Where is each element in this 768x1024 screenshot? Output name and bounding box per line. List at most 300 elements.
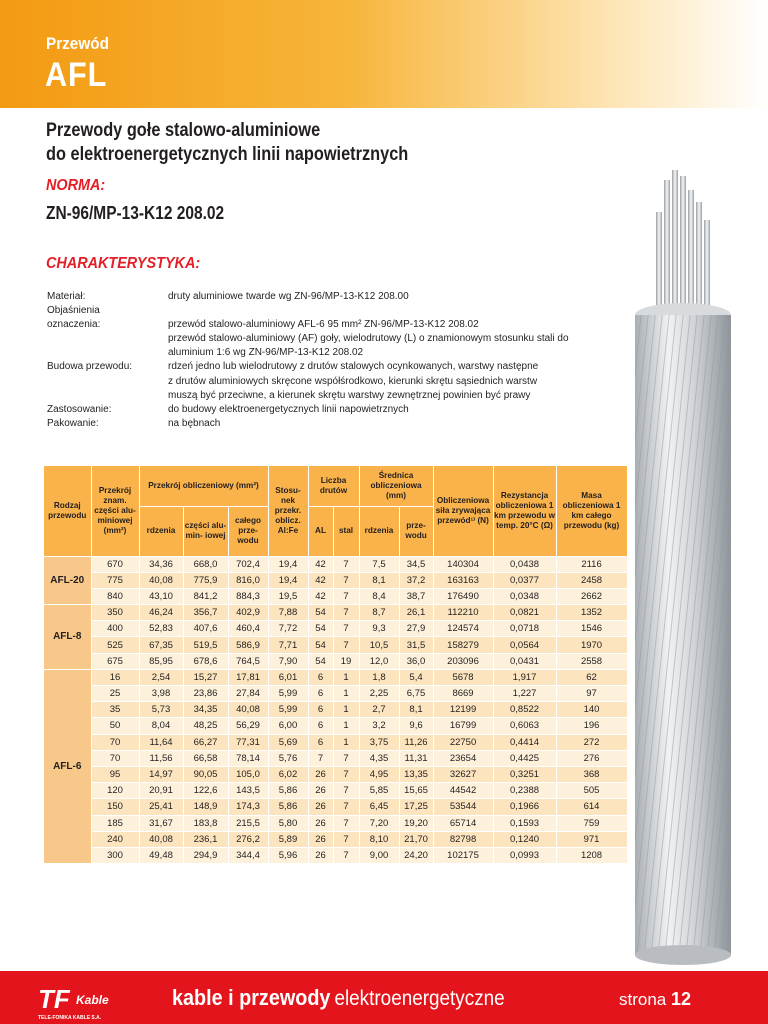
table-cell: 402,9: [228, 605, 268, 621]
table-cell: 9,3: [359, 621, 399, 637]
table-cell: 140: [556, 702, 627, 718]
page-number: [619, 989, 691, 1010]
table-cell: 15,65: [399, 783, 433, 799]
table-cell: 614: [556, 799, 627, 815]
table-cell: 368: [556, 766, 627, 782]
char-row: [47, 389, 588, 403]
table-cell: 67,35: [139, 637, 183, 653]
col-header-core: rdzenia: [139, 506, 183, 556]
table-cell: 21,70: [399, 831, 433, 847]
table-cell: 120: [91, 783, 139, 799]
table-cell: 344,4: [228, 847, 268, 863]
table-cell: 2,25: [359, 686, 399, 702]
table-cell: 10,5: [359, 637, 399, 653]
table-cell: 82798: [433, 831, 493, 847]
table-cell: 26: [308, 799, 333, 815]
table-cell: 0,0564: [493, 637, 556, 653]
col-header-core-diameter: rdzenia: [359, 506, 399, 556]
char-row: [47, 332, 588, 346]
table-cell: 0,0431: [493, 653, 556, 669]
table-cell: 240: [91, 831, 139, 847]
norma-value: ZN-96/MP-13-K12 208.02: [46, 203, 225, 223]
col-header-ratio: Stosu- nek przekr. oblicz. Al:Fe: [268, 466, 308, 556]
table-cell: 77,31: [228, 734, 268, 750]
col-header-al: AL: [308, 506, 333, 556]
char-value: do budowy elektroenergetycznych linii napowietrznych: [168, 403, 409, 415]
char-value: aluminium 1:6 wg ZN-96/MP-13-K12 208.02: [168, 347, 364, 359]
table-cell: 519,5: [183, 637, 228, 653]
table-row: [44, 621, 627, 637]
char-value: [168, 304, 588, 318]
table-cell: 54: [308, 637, 333, 653]
char-key: oznaczenia:: [47, 319, 101, 331]
table-cell: 759: [556, 815, 627, 831]
col-header-mass: Masa obliczeniowa 1 km całego przewodu (kg): [556, 466, 627, 556]
table-cell: 40,08: [139, 831, 183, 847]
char-value: przewód stalowo-aluminiowy AFL-6 95 mm² ZN-96/MP-13-K12 208.02: [168, 319, 479, 331]
table-cell: 11,31: [399, 750, 433, 766]
table-row: [44, 686, 627, 702]
table-cell: 19,4: [268, 556, 308, 572]
table-cell: 775,9: [183, 572, 228, 588]
table-cell: 775: [91, 572, 139, 588]
table-cell: 9,6: [399, 718, 433, 734]
table-cell: 31,5: [399, 637, 433, 653]
table-cell: 143,5: [228, 783, 268, 799]
table-cell: 12,0: [359, 653, 399, 669]
table-cell: 0,1966: [493, 799, 556, 815]
char-key: [47, 332, 168, 346]
table-cell: 5,76: [268, 750, 308, 766]
table-cell: 0,0718: [493, 621, 556, 637]
header-subtitle: Przewód: [46, 34, 109, 53]
table-cell: 8669: [433, 686, 493, 702]
table-cell: 7: [333, 621, 359, 637]
table-cell: 185: [91, 815, 139, 831]
table-cell: 272: [556, 734, 627, 750]
table-cell: 148,9: [183, 799, 228, 815]
table-cell: 174,3: [228, 799, 268, 815]
char-row: [47, 360, 588, 374]
logo-kable: Kable: [76, 993, 109, 1007]
table-cell: 15,27: [183, 669, 228, 685]
table-cell: 8,1: [399, 702, 433, 718]
char-key: Budowa przewodu:: [47, 361, 133, 373]
char-key: Pakowanie:: [47, 417, 99, 429]
table-cell: 2458: [556, 572, 627, 588]
header-band: [0, 0, 768, 108]
table-cell: 16799: [433, 718, 493, 734]
table-cell: 163163: [433, 572, 493, 588]
table-cell: 26,1: [399, 605, 433, 621]
table-cell: 8,04: [139, 718, 183, 734]
table-row: [44, 588, 627, 604]
table-cell: 8,4: [359, 588, 399, 604]
table-cell: 7: [333, 556, 359, 572]
table-cell: 407,6: [183, 621, 228, 637]
table-cell: 19: [333, 653, 359, 669]
table-cell: 7,72: [268, 621, 308, 637]
cable-type-cell: AFL-20: [44, 556, 91, 605]
table-cell: 56,29: [228, 718, 268, 734]
table-cell: 1: [333, 734, 359, 750]
table-cell: 90,05: [183, 766, 228, 782]
table-cell: 816,0: [228, 572, 268, 588]
page-title: [46, 119, 408, 167]
table-cell: 1: [333, 686, 359, 702]
table-cell: 5,99: [268, 702, 308, 718]
table-row: [44, 637, 627, 653]
char-key: Materiał:: [47, 291, 86, 302]
footer-brand: kable i przewody: [172, 985, 331, 1010]
table-cell: 0,0438: [493, 556, 556, 572]
cable-type-cell: AFL-6: [44, 669, 91, 863]
table-cell: 85,95: [139, 653, 183, 669]
page-title-line-1: Przewody gołe stalowo-aluminiowe: [46, 120, 321, 141]
table-cell: 19,5: [268, 588, 308, 604]
table-cell: 7: [333, 750, 359, 766]
table-cell: 6,75: [399, 686, 433, 702]
table-cell: 586,9: [228, 637, 268, 653]
table-cell: 65714: [433, 815, 493, 831]
table-cell: 3,2: [359, 718, 399, 734]
table-cell: 5,89: [268, 831, 308, 847]
table-cell: 70: [91, 750, 139, 766]
table-cell: 2,7: [359, 702, 399, 718]
tfkable-logo: [36, 980, 128, 1022]
char-row: [47, 318, 588, 332]
table-row: [44, 605, 627, 621]
char-key: [47, 389, 168, 403]
table-row: [44, 556, 627, 572]
col-header-wire-count: Liczba drutów: [308, 466, 359, 506]
page-title-line-2: do elektroenergetycznych linii napowietrznych: [46, 144, 409, 165]
table-cell: 841,2: [183, 588, 228, 604]
table-cell: 42: [308, 556, 333, 572]
table-cell: 97: [556, 686, 627, 702]
table-cell: 158279: [433, 637, 493, 653]
table-cell: 678,6: [183, 653, 228, 669]
table-cell: 0,8522: [493, 702, 556, 718]
col-header-nominal-section: Przekrój znam. części alu- miniowej (mm²): [91, 466, 139, 556]
table-cell: 53544: [433, 799, 493, 815]
table-cell: 7: [333, 766, 359, 782]
table-cell: 36,0: [399, 653, 433, 669]
table-cell: 6,01: [268, 669, 308, 685]
table-cell: 49,48: [139, 847, 183, 863]
col-header-breaking-force: Obliczeniowa siła zrywająca przewód¹⁾ (N): [433, 466, 493, 556]
table-cell: 124574: [433, 621, 493, 637]
table-cell: 11,26: [399, 734, 433, 750]
table-cell: 5678: [433, 669, 493, 685]
col-header-alu-part: części alu- min- iowej: [183, 506, 228, 556]
table-cell: 23654: [433, 750, 493, 766]
table-cell: 2116: [556, 556, 627, 572]
norma-label: NORMA:: [46, 177, 106, 194]
table-cell: 668,0: [183, 556, 228, 572]
table-cell: 2662: [556, 588, 627, 604]
table-cell: 52,83: [139, 621, 183, 637]
table-cell: 12199: [433, 702, 493, 718]
table-cell: 7: [333, 847, 359, 863]
table-cell: 3,75: [359, 734, 399, 750]
table-cell: 505: [556, 783, 627, 799]
table-cell: 5,86: [268, 799, 308, 815]
char-row: [47, 375, 588, 389]
char-row: [47, 417, 588, 431]
table-cell: 4,95: [359, 766, 399, 782]
table-cell: 27,84: [228, 686, 268, 702]
table-cell: 6: [308, 734, 333, 750]
table-cell: 17,81: [228, 669, 268, 685]
table-cell: 44542: [433, 783, 493, 799]
table-cell: 4,35: [359, 750, 399, 766]
table-cell: 150: [91, 799, 139, 815]
table-cell: 13,35: [399, 766, 433, 782]
table-cell: 38,7: [399, 588, 433, 604]
table-cell: 294,9: [183, 847, 228, 863]
table-cell: 300: [91, 847, 139, 863]
table-cell: 112210: [433, 605, 493, 621]
table-cell: 42: [308, 588, 333, 604]
table-cell: 460,4: [228, 621, 268, 637]
table-cell: 25,41: [139, 799, 183, 815]
table-cell: 1546: [556, 621, 627, 637]
table-cell: 19,20: [399, 815, 433, 831]
table-cell: 32627: [433, 766, 493, 782]
table-cell: 0,1240: [493, 831, 556, 847]
table-cell: 675: [91, 653, 139, 669]
table-cell: 7: [333, 831, 359, 847]
table-cell: 0,4425: [493, 750, 556, 766]
table-row: [44, 783, 627, 799]
char-row: [47, 304, 588, 318]
table-cell: 840: [91, 588, 139, 604]
footer-category: elektroenergetyczne: [334, 987, 505, 1010]
table-cell: 11,56: [139, 750, 183, 766]
table-cell: 11,64: [139, 734, 183, 750]
table-cell: 27,9: [399, 621, 433, 637]
table-cell: 31,67: [139, 815, 183, 831]
table-cell: 0,3251: [493, 766, 556, 782]
col-header-calc-section: Przekrój obliczeniowy (mm²): [139, 466, 268, 506]
logo-company: TELE-FONIKA KABLE S.A.: [38, 1015, 102, 1021]
table-cell: 1352: [556, 605, 627, 621]
table-row: [44, 766, 627, 782]
table-cell: 525: [91, 637, 139, 653]
specs-table-body: [44, 556, 627, 864]
col-header-whole: całego prze- wodu: [228, 506, 268, 556]
table-row: [44, 653, 627, 669]
header-product-code: AFL: [45, 56, 108, 94]
table-cell: 140304: [433, 556, 493, 572]
table-cell: 7: [333, 588, 359, 604]
char-value: muszą być przeciwne, a kierunek skrętu warstwy zewnętrznej powinien być prawy: [168, 389, 531, 401]
table-cell: 702,4: [228, 556, 268, 572]
char-key: [47, 346, 168, 360]
char-value: przewód stalowo-aluminiowy (AF) goły, wielodrutowy (L) o znamionowym stosunku stali do: [168, 333, 569, 345]
table-cell: 5,73: [139, 702, 183, 718]
table-cell: 95: [91, 766, 139, 782]
table-cell: 1: [333, 669, 359, 685]
table-cell: 356,7: [183, 605, 228, 621]
table-cell: 196: [556, 718, 627, 734]
char-value: rdzeń jedno lub wielodrutowy z drutów stalowych ocynkowanych, warstwy następne: [168, 361, 539, 373]
page-num: 12: [670, 989, 692, 1009]
cable-type-cell: AFL-8: [44, 605, 91, 670]
table-cell: 276: [556, 750, 627, 766]
table-cell: 8,10: [359, 831, 399, 847]
table-row: [44, 669, 627, 685]
table-cell: 23,86: [183, 686, 228, 702]
table-cell: 2,54: [139, 669, 183, 685]
table-cell: 7: [333, 605, 359, 621]
table-cell: 3,98: [139, 686, 183, 702]
table-cell: 66,27: [183, 734, 228, 750]
table-row: [44, 702, 627, 718]
table-row: [44, 799, 627, 815]
table-cell: 7,20: [359, 815, 399, 831]
table-cell: 6: [308, 686, 333, 702]
table-cell: 1,8: [359, 669, 399, 685]
table-row: [44, 750, 627, 766]
table-cell: 2558: [556, 653, 627, 669]
table-cell: 670: [91, 556, 139, 572]
table-cell: 5,86: [268, 783, 308, 799]
table-cell: 7,71: [268, 637, 308, 653]
table-cell: 6,00: [268, 718, 308, 734]
table-cell: 20,91: [139, 783, 183, 799]
table-cell: 102175: [433, 847, 493, 863]
table-cell: 37,2: [399, 572, 433, 588]
table-cell: 1208: [556, 847, 627, 863]
table-cell: 40,08: [139, 572, 183, 588]
table-cell: 5,85: [359, 783, 399, 799]
cable-illustration: [630, 150, 740, 970]
table-cell: 16: [91, 669, 139, 685]
table-cell: 26: [308, 847, 333, 863]
table-cell: 26: [308, 815, 333, 831]
table-cell: 5,99: [268, 686, 308, 702]
table-cell: 176490: [433, 588, 493, 604]
table-cell: 7: [333, 815, 359, 831]
char-key: Objaśnienia: [47, 305, 100, 317]
table-cell: 7: [333, 799, 359, 815]
table-cell: 122,6: [183, 783, 228, 799]
table-cell: 236,1: [183, 831, 228, 847]
col-header-resistance: Rezystancja obliczeniowa 1 km przewodu w temp. 20°C (Ω): [493, 466, 556, 556]
table-cell: 1: [333, 702, 359, 718]
table-cell: 971: [556, 831, 627, 847]
table-cell: 7,90: [268, 653, 308, 669]
table-cell: 7: [333, 572, 359, 588]
char-key: Zastosowanie:: [47, 403, 112, 415]
table-cell: 66,58: [183, 750, 228, 766]
char-value: na bębnach: [168, 417, 221, 429]
table-cell: 5,80: [268, 815, 308, 831]
col-header-diameter: Średnica obliczeniowa (mm): [359, 466, 433, 506]
table-cell: 7: [333, 637, 359, 653]
table-row: [44, 718, 627, 734]
table-cell: 7,88: [268, 605, 308, 621]
table-cell: 5,4: [399, 669, 433, 685]
table-cell: 35: [91, 702, 139, 718]
table-cell: 43,10: [139, 588, 183, 604]
table-cell: 350: [91, 605, 139, 621]
footer-tagline: [172, 985, 505, 1011]
table-cell: 70: [91, 734, 139, 750]
table-cell: 26: [308, 831, 333, 847]
char-value: z drutów aluminiowych skręcone współśrodkowo, kierunki skrętu sąsiednich warstw: [168, 375, 538, 387]
table-row: [44, 847, 627, 863]
characteristics-label: CHARAKTERYSTYKA:: [46, 255, 201, 272]
table-cell: 183,8: [183, 815, 228, 831]
table-cell: 78,14: [228, 750, 268, 766]
table-cell: 400: [91, 621, 139, 637]
table-cell: 0,0377: [493, 572, 556, 588]
table-cell: 9,00: [359, 847, 399, 863]
table-cell: 1970: [556, 637, 627, 653]
table-row: [44, 815, 627, 831]
table-cell: 8,7: [359, 605, 399, 621]
col-header-conductor-diameter: prze- wodu: [399, 506, 433, 556]
table-cell: 54: [308, 605, 333, 621]
table-cell: 1,917: [493, 669, 556, 685]
table-cell: 6: [308, 669, 333, 685]
table-cell: 42: [308, 572, 333, 588]
table-cell: 50: [91, 718, 139, 734]
table-cell: 54: [308, 653, 333, 669]
table-cell: 6,45: [359, 799, 399, 815]
table-cell: 0,6063: [493, 718, 556, 734]
table-cell: 54: [308, 621, 333, 637]
char-row: [47, 403, 588, 417]
table-cell: 25: [91, 686, 139, 702]
table-cell: 5,69: [268, 734, 308, 750]
table-cell: 203096: [433, 653, 493, 669]
table-row: [44, 831, 627, 847]
table-cell: 62: [556, 669, 627, 685]
characteristics-list: [47, 290, 588, 431]
table-cell: 764,5: [228, 653, 268, 669]
table-cell: 8,1: [359, 572, 399, 588]
logo-tf: TF: [38, 984, 70, 1014]
table-cell: 5,96: [268, 847, 308, 863]
table-cell: 6: [308, 718, 333, 734]
col-header-type: Rodzaj przewodu: [44, 466, 91, 556]
table-cell: 0,2388: [493, 783, 556, 799]
table-cell: 14,97: [139, 766, 183, 782]
table-cell: 34,36: [139, 556, 183, 572]
char-key: [47, 375, 168, 389]
table-cell: 1: [333, 718, 359, 734]
table-cell: 6,02: [268, 766, 308, 782]
table-cell: 19,4: [268, 572, 308, 588]
table-cell: 34,35: [183, 702, 228, 718]
table-cell: 7: [308, 750, 333, 766]
table-cell: 24,20: [399, 847, 433, 863]
table-cell: 105,0: [228, 766, 268, 782]
table-cell: 6: [308, 702, 333, 718]
table-cell: 0,0821: [493, 605, 556, 621]
table-cell: 40,08: [228, 702, 268, 718]
table-cell: 884,3: [228, 588, 268, 604]
table-row: [44, 734, 627, 750]
table-row: [44, 572, 627, 588]
table-cell: 215,5: [228, 815, 268, 831]
table-cell: 0,0993: [493, 847, 556, 863]
table-cell: 34,5: [399, 556, 433, 572]
